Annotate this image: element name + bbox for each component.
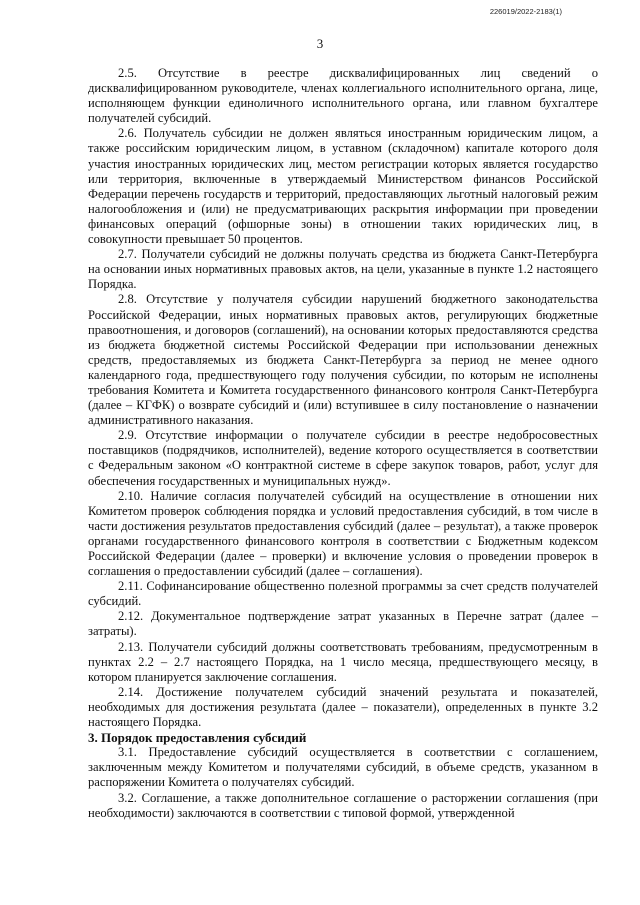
paragraph-3-2: 3.2. Соглашение, а также дополнительное соглашение о расторжении соглашения (при необходимости) заключаются в соответствии с типовой формой, утвержденной	[88, 790, 598, 820]
paragraph-2-9: 2.9. Отсутствие информации о получателе субсидии в реестре недобросовестных поставщиков (подрядчиков, исполнителей), ведение которого осуществляется в соответствии с Федеральным законом «О контрактной системе в сфере закупок товаров, работ, услуг для обеспечения государственных и муниципальных нужд».	[88, 428, 598, 488]
page-number: 3	[316, 36, 324, 51]
document-id: 226019/2022-2183(1)	[489, 7, 562, 16]
section-title: 3. Порядок предоставления субсидий	[88, 730, 307, 746]
paragraph-2-12: 2.12. Документальное подтверждение затрат указанных в Перечне затрат (далее – затраты).	[88, 609, 598, 639]
paragraph-2-7: 2.7. Получатели субсидий не должны получать средства из бюджета Санкт-Петербурга на основании иных нормативных правовых актов, на цели, указанные в пункте 1.2 настоящего Порядка.	[88, 247, 598, 292]
paragraph-2-5: 2.5. Отсутствие в реестре дисквалифицированных лиц сведений о дисквалифицированном руководителе, членах коллегиального исполнительного органа, лице, исполняющем функции единоличного исполнительного органа, или главном бухгалтере получателей субсидий.	[88, 66, 598, 126]
paragraph-2-10: 2.10. Наличие согласия получателей субсидий на осуществление в отношении них Комитетом проверок соблюдения порядка и условий предоставления субсидий, в том числе в части достижения результатов предоставления субсидий (далее – результат), а также проверок органами государственного финансового контроля в соответствии с Бюджетным кодексом Российской Федерации (далее – проверки) и включение условия о проведении проверок в соглашения о предоставлении субсидий (далее – соглашения).	[88, 488, 598, 579]
paragraph-2-13: 2.13. Получатели субсидий должны соответствовать требованиям, предусмотренным в пунктах 2.2 – 2.7 настоящего Порядка, на 1 число месяца, предшествующего месяцу, в котором планируется заключение соглашения.	[88, 639, 598, 684]
document-body	[88, 66, 598, 821]
paragraph-2-11: 2.11. Софинансирование общественно полезной программы за счет средств получателей субсидий.	[88, 579, 598, 609]
paragraph-2-14: 2.14. Достижение получателем субсидий значений результата и показателей, необходимых для достижения результата (далее – показатели), определенных в пункте 3.2 настоящего Порядка.	[88, 684, 598, 730]
paragraph-2-6: 2.6. Получатель субсидии не должен являться иностранным юридическим лицом, а также российским юридическим лицом, в уставном (складочном) капитале которого доля участия иностранных юридических лиц, местом регистрации которых является государство или территория, включенные в утверждаемый Министерством финансов Российской Федерации перечень государств и территорий, предоставляющих льготный налоговый режим налогообложения и (или) не предусматривающих раскрытия информации при проведении финансовых операций (офшорные зоны) в отношении таких юридических лиц, в совокупности превышает 50 процентов.	[88, 126, 598, 247]
paragraph-2-8: 2.8. Отсутствие у получателя субсидии нарушений бюджетного законодательства Российской Федерации, иных нормативных правовых актов, регулирующих бюджетные правоотношения, и договоров (соглашений), на основании которых предоставляются средства из бюджета бюджетной системы Российской Федерации при использовании денежных средств, предоставляемых из бюджета Санкт-Петербурга за период не менее одного календарного года, предшествующего году получения субсидии, по которым не исполнены требования Комитета и Комитета государственного финансового контроля Санкт-Петербурга (далее – КГФК) о возврате субсидий и (или) вступившее в силу постановление о назначении административного наказания.	[88, 292, 598, 428]
paragraph-3-1: 3.1. Предоставление субсидий осуществляется в соответствии с соглашением, заключенным между Комитетом и получателями субсидий, в объеме средств, указанном в распоряжении Комитета о получателях субсидий.	[88, 745, 598, 790]
